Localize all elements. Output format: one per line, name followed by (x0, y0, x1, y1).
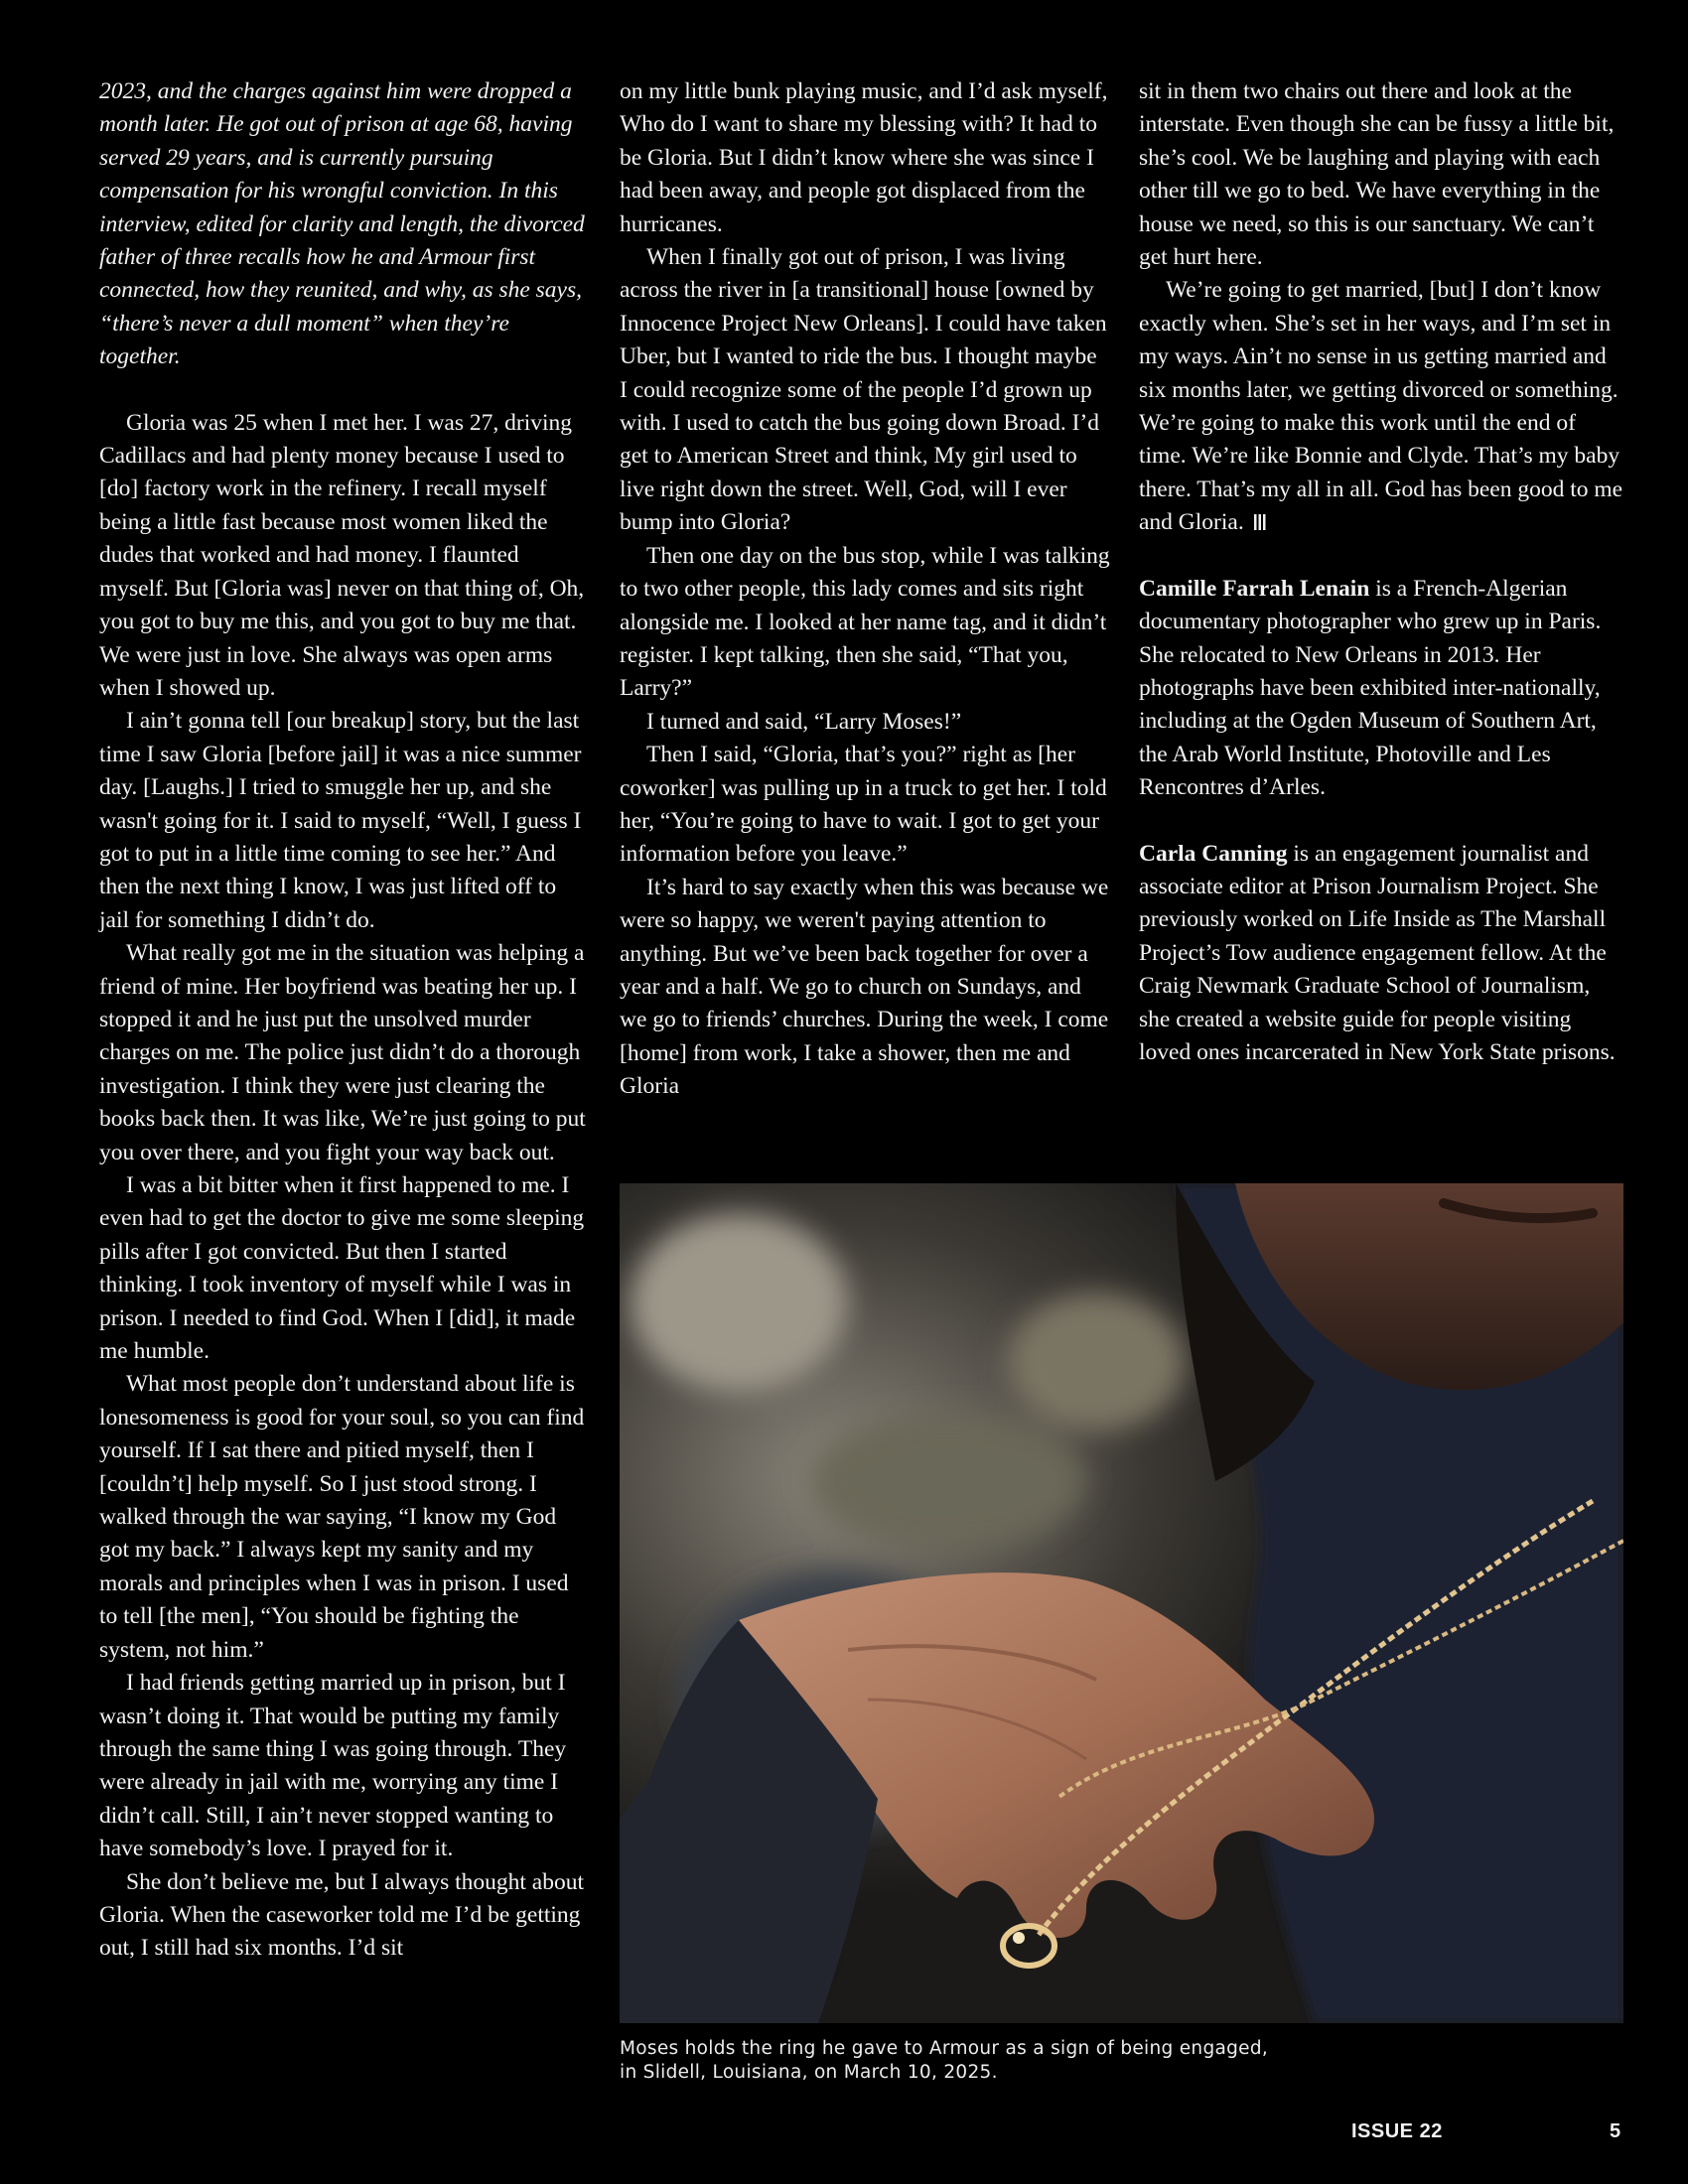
article-paragraph: It’s hard to say exactly when this was because we were so happy, we weren't paying attention to anything. But we’ve been back together for over a year and a half. We go to church on Sundays, and we go to friends’ churches. During the week, I come [home] from work, I take a shower, then me and Gloria (620, 874, 1109, 1100)
article-paragraph: sit in them two chairs out there and look at the interstate. Even though she can be fussy a little bit, she’s cool. We be laughing and playing with each other till we go to bed. We have everything in the house we need, so this is our sanctuary. We can’t get hurt here. (1139, 78, 1615, 271)
article-column-2 (620, 75, 1110, 1104)
paragraph-gap (1139, 540, 1623, 573)
issue-label: ISSUE 22 (1351, 2120, 1443, 2142)
paragraph-gap (99, 374, 588, 407)
article-paragraph: I turned and said, “Larry Moses!” (646, 708, 962, 735)
contributor-name: Camille Farrah Lenain (1139, 575, 1370, 602)
intro-paragraph: 2023, and the charges against him were dropped a month later. He got out of prison at age 68, having served 29 years, and is currently pursuing compensation for his wrongful conviction. In this interview, edited for clarity and length, the divorced father of three recalls how he and Armour first connected, how they reunited, and why, as she says, “there’s never a dull moment” when they’re together. (99, 78, 585, 370)
contributor-bio (1139, 838, 1623, 1070)
article-paragraph: What most people don’t understand about life is lonesomeness is good for your soul, so you can find yourself. If I sat there and pitied myself, then I [couldn’t] help myself. So I just stood strong. I walked through the war saying, “I know my God got my back.” I always kept my sanity and my morals and principles when I was in prison. I used to tell [the men], “You should be fighting the system, not him.” (99, 1371, 585, 1663)
article-paragraph: I ain’t gonna tell [our breakup] story, but the last time I saw Gloria [before jail] it was a nice summer day. [Laughs.] I tried to smuggle her up, and she wasn't going for it. I said to myself, “Well, I guess I got to put in a little time coming to see her.” And then the next thing I know, I was just lifted off to jail for something I didn’t do. (99, 708, 582, 933)
article-column-1 (99, 75, 588, 1966)
article-paragraph: I was a bit bitter when it first happened to me. I even had to get the doctor to give me some sleeping pills after I got convicted. But then I started thinking. I took inventory of myself while I was in prison. I needed to find God. When I [did], it made me humble. (99, 1172, 585, 1365)
photo-hand-holding-ring (620, 1183, 1623, 2023)
article-paragraph: on my little bunk playing music, and I’d ask myself, Who do I want to share my blessing with? It had to be Gloria. But I didn’t know where she was since I had been away, and people got displaced from the hurricanes. (620, 78, 1108, 237)
article-paragraph: I had friends getting married up in prison, but I wasn’t doing it. That would be putting my family through the same thing I was going through. They were already in jail with me, worrying any time I didn’t call. Still, I ain’t never stopped wanting to have somebody’s love. I prayed for it. (99, 1670, 567, 1862)
caption-line: in Slidell, Louisiana, on March 10, 2025. (620, 2062, 998, 2083)
page-number: 5 (1610, 2120, 1621, 2142)
end-mark-icon (1254, 514, 1266, 530)
photo-illustration (620, 1183, 1623, 2023)
article-paragraph (1139, 274, 1623, 539)
photo-caption (620, 2037, 1374, 2085)
article-paragraph: Gloria was 25 when I met her. I was 27, driving Cadillacs and had plenty money because I used to [do] factory work in the refinery. I recall myself being a little fast because most women liked the dudes that worked and had money. I flaunted myself. But [Gloria was] never on that thing of, Oh, you got to buy me this, and you got to buy me that. We were just in love. She always was open arms when I showed up. (99, 409, 585, 701)
contributor-bio-text: is an engagement journalist and associate editor at Prison Journalism Project. She previously worked on Life Inside as The Marshall Project’s Tow audience engagement fellow. At the Craig Newmark Graduate School of Journalism, she created a website guide for people visiting loved ones incarcerated in New York State prisons. (1139, 840, 1616, 1065)
article-paragraph: Then one day on the bus stop, while I was talking to two other people, this lady comes and sits right alongside me. I looked at her name tag, and it didn’t register. I kept talking, then she said, “That you, Larry?” (620, 542, 1110, 702)
contributor-bio (1139, 573, 1623, 805)
article-paragraph: She don’t believe me, but I always thought about Gloria. When the caseworker told me I’d be getting out, I still had six months. I’d sit (99, 1868, 584, 1962)
contributor-bio-text: is a French-Algerian documentary photographer who grew up in Paris. She relocated to New Orleans in 2013. Her photographs have been exhibited inter-nationally, including at the Ogden Museum of Southern Art, the Arab World Institute, Photoville and Les Rencontres d’Arles. (1139, 575, 1602, 801)
article-column-3 (1139, 75, 1623, 1069)
article-paragraph: Then I said, “Gloria, that’s you?” right as [her coworker] was pulling up in a truck to get her. I told her, “You’re going to have to wait. I got to get your information before you leave.” (620, 742, 1107, 868)
article-paragraph: What really got me in the situation was helping a friend of mine. Her boyfriend was beating her up. I stopped it and he just put the unsolved murder charges on me. The police just didn’t do a thorough investigation. I think they were just clearing the books back then. It was like, We’re just going to put you over there, and you fight your way back out. (99, 940, 586, 1165)
article-paragraph: When I finally got out of prison, I was living across the river in [a transitional] house [owned by Innocence Project New Orleans]. I could have taken Uber, but I wanted to ride the bus. I thought maybe I could recognize some of the people I’d grown up with. I used to catch the bus going down Broad. I’d get to American Street and think, My girl used to live right down the street. Well, God, will I ever bump into Gloria? (620, 244, 1107, 536)
caption-line: Moses holds the ring he gave to Armour as a sign of being engaged, (620, 2038, 1269, 2059)
article-paragraph-text: We’re going to get married, [but] I don’t know exactly when. She’s set in her ways, and I’m set in my ways. Ain’t no sense in us getting married and six months later, we getting divorced or something. We’re going to make this work until the end of time. We’re like Bonnie and Clyde. That’s my baby there. That’s my all in all. God has been good to me and Gloria. (1139, 277, 1623, 536)
contributor-name: Carla Canning (1139, 840, 1288, 867)
paragraph-gap (1139, 805, 1623, 838)
